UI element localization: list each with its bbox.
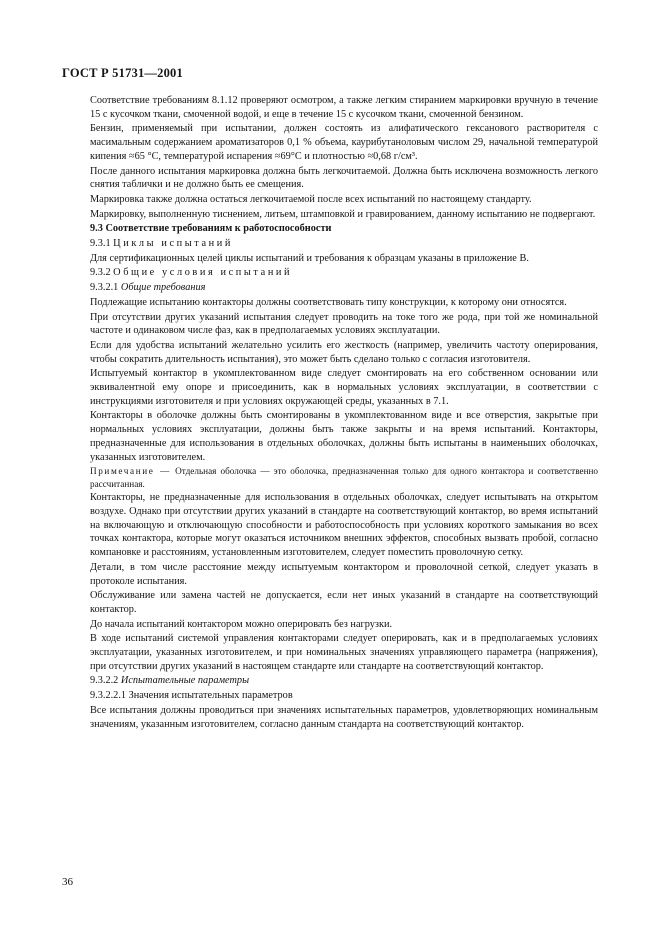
paragraph: Маркировка также должна остаться легкочитаемой после всех испытаний по настоящему стандарту.: [90, 193, 532, 205]
note: Примечание — Отдельная оболочка — это оболочка, предназначенная только для одного контактора и соответственно рассчитанная.: [90, 466, 598, 489]
section-heading: 9.3 Соответствие требованиям к работоспособности: [90, 223, 332, 235]
document-header: ГОСТ Р 51731—2001: [62, 66, 183, 80]
paragraph: После данного испытания маркировка должна быть легкочитаемой. Должна быть исключена возможность легкого снятия таблички и не должно быть ее смещения.: [90, 165, 598, 191]
paragraph: Для сертификационных целей циклы испытаний и требования к образцам указаны в приложение В.: [90, 252, 529, 264]
paragraph: Маркировку, выполненную тиснением, литьем, штамповкой и гравированием, данному испытанию не подвергают.: [90, 208, 596, 220]
paragraph: Детали, в том числе расстояние между испытуемым контактором и проволочной сеткой, следует указать в протоколе испытания.: [90, 561, 598, 587]
subsection-heading: 9.3.2.2 Испытательные параметры: [90, 675, 250, 687]
paragraph: Подлежащие испытанию контакторы должны соответствовать типу конструкции, к которому они относятся.: [90, 296, 567, 308]
page-number: 36: [62, 876, 73, 888]
paragraph: Все испытания должны проводиться при значениях испытательных параметров, удовлетворяющих номинальным значениям, указанным изготовителем, согласно данным стандарта на соответствующий контактор.: [90, 704, 598, 730]
paragraph: В ходе испытаний системой управления контакторами следует оперировать, как и в предполагаемых условиях эксплуатации, указанных изготовителем, и при номинальных значениях управляющего параметра (напряжения), при отсутствии других указаний в настоящем стандарте или стандарте на соответствующий контактор.: [90, 633, 598, 672]
paragraph: До начала испытаний контактором можно оперировать без нагрузки.: [90, 618, 393, 630]
subsection-heading: 9.3.2 Общие условия испытаний: [90, 267, 293, 279]
paragraph: Если для удобства испытаний желательно усилить его жесткость (например, увеличить частоту оперирования, чтобы сократить длительность испытания), это может быть сделано только с согласия изготовителя.: [90, 339, 598, 365]
paragraph: Соответствие требованиям 8.1.12 проверяют осмотром, а также легким стиранием маркировки вручную в течение 15 с кусочком ткани, смоченной водой, и еще в течение 15 с кусочком ткани, смоченной бензином.: [90, 95, 598, 120]
subsection-heading: 9.3.1 Циклы испытаний: [90, 238, 233, 250]
paragraph: Контакторы, не предназначенные для использования в отдельных оболочках, следует испытывать на открытом воздухе. Однако при отсутствии других указаний в стандарте на соответствующий контактор, во время испытаний на включающую и отключающую способности и работоспособность при условиях короткого замыкания во всех точках контактора, которые могут оказаться источником внешних эффектов, способных вызвать пробой, согласно компановке и расстояниям, установленным изготовителем, следует поместить проволочную сетку.: [90, 492, 598, 559]
paragraph: Испытуемый контактор в укомплектованном виде следует смонтировать на его собственном основании или эквивалентной ему опоре и присоединить, как в нормальных условиях эксплуатации, в соответствии с инструкциями изготовителя и при условиях окружающей среды, указанных в 7.1.: [90, 368, 598, 407]
paragraph: Обслуживание или замена частей не допускается, если нет иных указаний в стандарте на соответствующий контактор.: [90, 590, 598, 615]
subsection-heading: 9.3.2.1 Общие требования: [90, 282, 206, 294]
paragraph: При отсутствии других указаний испытания следует проводить на токе того же рода, при той же номинальной частоте и одинаковом числе фаз, как в предполагаемых условиях эксплуатации.: [90, 311, 598, 337]
page-content: [90, 94, 598, 732]
subsection-heading: 9.3.2.2.1 Значения испытательных параметров: [90, 690, 293, 702]
paragraph: Контакторы в оболочке должны быть смонтированы в укомплектованном виде и все отверстия, закрытые при нормальных условиях эксплуатации, должны быть также закрыты и на время испытаний. Контакторы, предназначенные для использования в отдельных оболочках, должны быть испытаны в наименьших оболочках, указанных изготовителем.: [90, 410, 598, 463]
paragraph: Бензин, применяемый при испытании, должен состоять из алифатического гексанового растворителя с масимальным содержанием ароматизаторов 0,1 % объема, каурибутаноловым числом 29, начальной температурой кипения ≈65 °С, температурой испарения ≈69°С и плотностью ≈0,68 г/см³.: [90, 123, 598, 162]
